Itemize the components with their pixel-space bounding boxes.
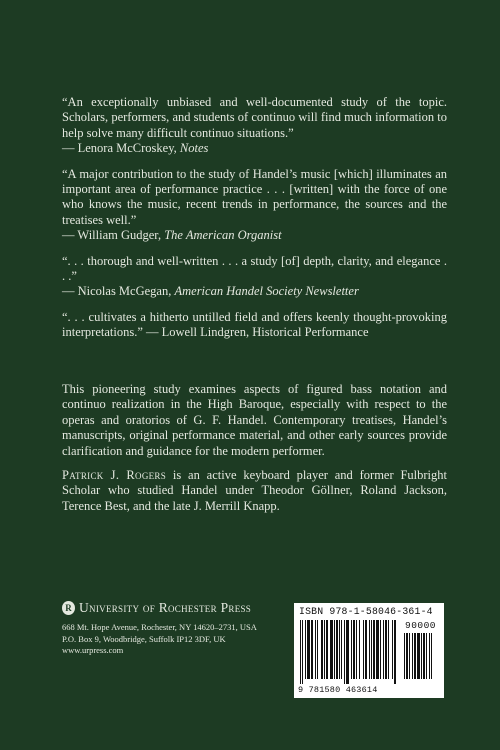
barcode-bar [385, 620, 387, 679]
barcode-bar [371, 620, 372, 679]
barcode-bar [373, 620, 375, 679]
barcode-bar [404, 633, 405, 679]
barcode-bar [334, 620, 335, 679]
barcode-bar [300, 620, 301, 684]
addon-barcode-bars [404, 633, 438, 684]
barcode-bar [324, 620, 325, 679]
barcode-bar [369, 620, 370, 679]
publisher-block [62, 600, 302, 657]
quote-text: “An exceptionally unbiased and well-documented study of the topic. Scholars, performers, and students of continuo will find much information to help solve many difficult continuo situations.” [62, 95, 447, 140]
barcode-bar [383, 620, 384, 679]
quote-author: — William Gudger, [62, 228, 162, 243]
barcode-bar [353, 620, 355, 679]
publisher-website: www.urpress.com [62, 645, 124, 655]
quote-source: Historical Performance [252, 325, 369, 340]
barcode-bar [412, 633, 413, 679]
barcode-bar [326, 620, 328, 679]
barcode-bar [394, 620, 396, 684]
barcode-bar [311, 620, 313, 679]
author-bio [62, 468, 447, 514]
quote-attribution [62, 228, 447, 243]
quote-text-inline: “. . . cultivates a hitherto untilled field and offers keenly thought-provoking interpretations.” — Lowell Lindgren, [62, 309, 447, 340]
author-bio-text: is an active keyboard player and former Fulbright Scholar who studied Handel under Theodor Göllner, Roland Jackson, Terence Best, and the late J. Merrill Knapp. [62, 468, 447, 513]
quote-source: Notes [179, 141, 209, 156]
review-quotes [62, 95, 447, 351]
barcode-bar [346, 620, 349, 684]
barcode-addon-number: 90000 [405, 620, 437, 631]
quote-text: “. . . thorough and well-written . . . a study [of] depth, clarity, and elegance . . .” [62, 253, 447, 284]
book-description [62, 382, 447, 523]
barcode-bar [363, 620, 364, 679]
barcode-bar [376, 620, 379, 679]
barcode-bar [317, 620, 318, 679]
barcode-bar [392, 620, 393, 679]
quote-author: — Nicolas McGegan, [62, 284, 172, 299]
barcode-bar [330, 620, 333, 679]
barcode-bar [302, 620, 303, 684]
quote-text: “A major contribution to the study of Handel’s music [which] illuminates an important area of performance practice . . . [written] with the force of one who knows the music, recent trends in performance, the sources and the treatises well.” [62, 166, 447, 227]
barcode-bar [339, 620, 340, 679]
ean-barcode-bars [300, 620, 400, 684]
quote-author: — Lenora McCroskey, [62, 141, 177, 156]
publisher-address [62, 622, 302, 657]
barcode-bar [341, 620, 342, 679]
barcode-bar [431, 633, 432, 679]
address-line-2: P.O. Box 9, Woodbridge, Suffolk IP12 3DF, UK [62, 633, 226, 644]
review-quote [62, 95, 447, 157]
quote-text [62, 310, 447, 341]
barcode-bar [305, 620, 306, 679]
barcode-bar [365, 620, 367, 679]
barcode-bar [359, 620, 360, 679]
barcode-bar [426, 633, 427, 679]
description-paragraph: This pioneering study examines aspects of figured bass notation and continuo realization in the High Baroque, especially with respect to the operas and oratorios of G. F. Handel. Contemporary treatises, Handel’s manuscripts, original performance material, and other early sources provide clarification and guidance for the modern performer. [62, 382, 447, 458]
barcode-bar [409, 633, 410, 679]
ean-number: 9 781580 463614 [298, 685, 378, 695]
quote-source: American Handel Society Newsletter [174, 284, 359, 299]
isbn-barcode [294, 603, 444, 698]
address-line-1: 668 Mt. Hope Avenue, Rochester, NY 14620–2731, USA [62, 622, 257, 632]
publisher-logo-icon: R [62, 601, 75, 615]
barcode-bar [351, 620, 352, 679]
barcode-bar [388, 620, 389, 679]
barcode-bar [336, 620, 338, 679]
quote-attribution [62, 141, 447, 156]
barcode-bar [344, 620, 345, 684]
author-name: Patrick J. Rogers [62, 468, 167, 483]
barcode-bar [414, 633, 416, 679]
barcode-bar [321, 620, 323, 679]
quote-source: The American Organist [164, 228, 282, 243]
barcode-bar [356, 620, 357, 679]
review-quote [62, 167, 447, 244]
isbn-label: ISBN 978-1-58046-361-4 [299, 606, 433, 617]
publisher-name: University of Rochester Press [79, 600, 252, 615]
review-quote [62, 254, 447, 300]
barcode-bar [307, 620, 310, 679]
barcode-bar [315, 620, 316, 679]
barcode-bar [380, 620, 381, 679]
barcode-bar [423, 633, 425, 679]
barcode-bar [406, 633, 408, 679]
barcode-bar [421, 633, 422, 679]
publisher-logo-row [62, 600, 302, 616]
quote-attribution [62, 284, 447, 299]
review-quote [62, 310, 447, 341]
barcode-bar [429, 633, 430, 679]
barcode-bar [417, 633, 420, 679]
